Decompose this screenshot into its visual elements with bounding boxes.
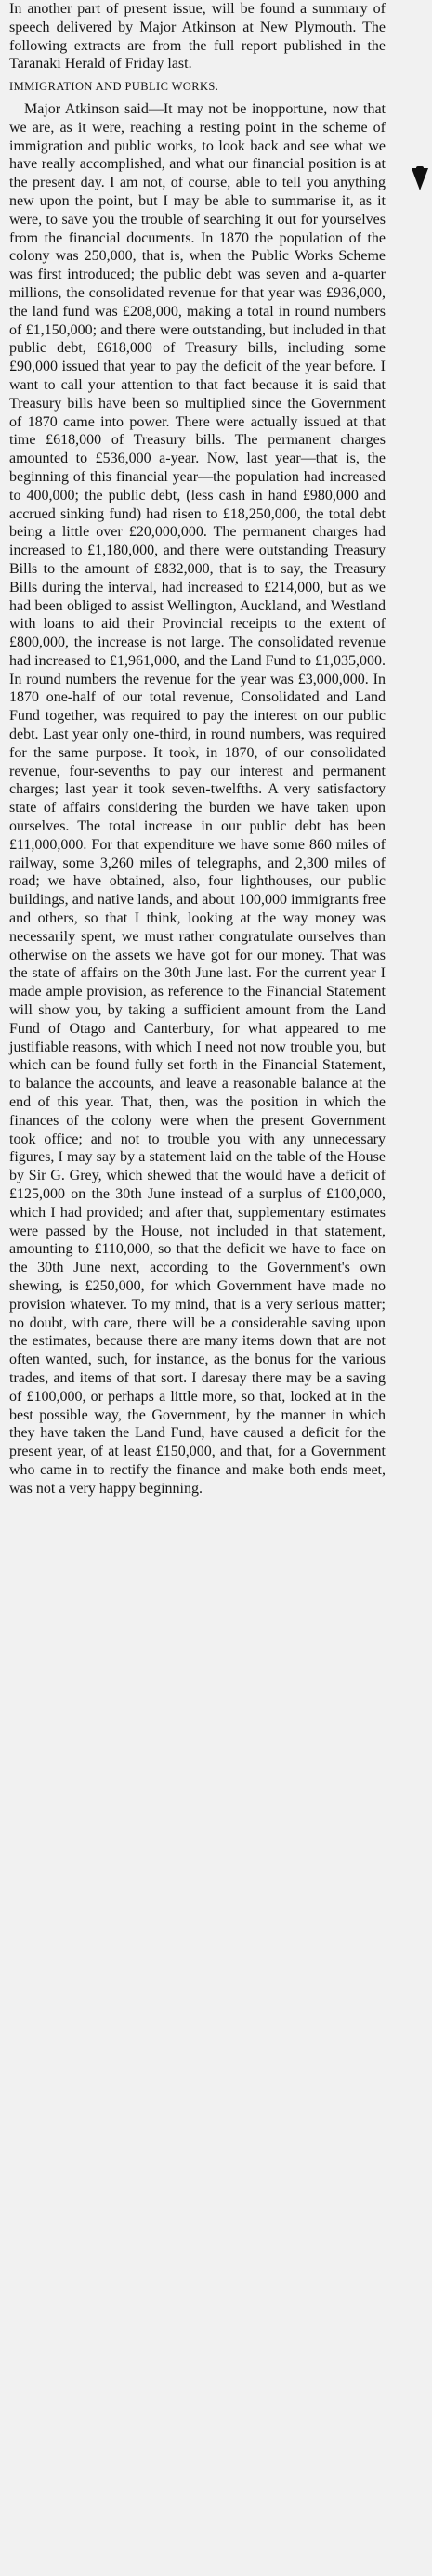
article-column — [9, 0, 386, 1498]
section-heading: IMMIGRATION AND PUBLIC WORKS. — [9, 80, 219, 94]
margin-mark — [412, 168, 428, 190]
article-intro: In another part of present issue, will be found a summary of speech delivered by Major Atkinson at New Plymouth. The following extracts are from the full report published in the Taranaki Herald of Friday last. — [9, 1, 386, 72]
article-body: Major Atkinson said—It may not be inopportune, now that we are, as it were, reaching a resting point in the scheme of immigration and public works, to look back and see what we have really accomplished, and what our financial position is at the present day. I am not, of course, able to tell you anything new upon the point, but I may be able to summarise it, as it were, to save you the trouble of searching it out for yourselves from the financial documents. In 1870 the population of the colony was 250,000, that is, when the Public Works Scheme was first introduced; the public debt was seven and a-quarter millions, the consolidated revenue for that year was £936,000, the land fund was £208,000, making a total in round numbers of £1,150,000; and there were outstanding, but included in that public debt, £618,000 of Treasury bills, including some £90,000 issued that year to pay the deficit of the year before. I want to call your attention to that fact because it is said that Treasury bills have been so multiplied since the Government of 1870 came into power. There were actually issued at that time £618,000 of Treasury bills. The permanent charges amounted to £536,000 a-year. Now, last year—that is, the beginning of this financial year—the population had increased to 400,000; the public debt, (less cash in hand £980,000 and accrued sinking fund) had risen to £18,250,000, the total debt being a little over £20,000,000. The permanent charges had increased to £1,180,000, and there were outstanding Treasury Bills to the amount of £832,000, that is to say, the Treasury Bills during the interval, had increased to £214,000, but as we had been obliged to assist Wellington, Auckland, and Westland with loans to aid their Provincial receipts to the extent of £800,000, the increase is not large. The consolidated revenue had increased to £1,961,000, and the Land Fund to £1,035,000. In round numbers the revenue for the year was £3,000,000. In 1870 one-half of our total revenue, Consolidated and Land Fund together, was required to pay the interest on our public debt. Last year only one-third, in round numbers, was required for the same purpose. It took, in 1870, of our consolidated revenue, four-sevenths to pay our interest and permanent charges; last year it took seven-twelfths. A very satisfactory state of affairs considering the burden we have taken upon ourselves. The total increase in our public debt has been £11,000,000. For that expenditure we have some 860 miles of railway, some 3,260 miles of telegraphs, and 2,300 miles of road; we have obtained, also, four lighthouses, our public buildings, and native lands, and about 100,000 immigrants free and others, so that I think, looking at the way money was necessarily spent, we must rather congratulate ourselves than otherwise on the assets we have got for our money. That was the state of affairs on the 30th June last. For the current year I made ample provision, as reference to the Financial Statement will show you, by taking a sufficient amount from the Land Fund of Otago and Canterbury, for what appeared to me justifiable reasons, with which I need not now trouble you, but which can be found fully set forth in the Financial Statement, to balance the accounts, and leave a reasonable balance at the end of this year. That, then, was the position in which the finances of the colony were when the present Government took office; and not to trouble you with any unnecessary figures, I may say by a statement laid on the table of the House by Sir G. Grey, which shewed that the would have a deficit of £125,000 on the 30th June instead of a surplus of £100,000, which I had provided; and after that, supplementary estimates were passed by the House, not included in that statement, amounting to £110,000, so that the deficit we have to face on the 30th June next, according to the Government's own shewing, is £250,000, for which Government have made no provision whatever. To my mind, that is a very serious matter; no doubt, with care, there will be a considerable saving upon the estimates, because there are many items down that are not often wanted, such, for instance, as the bonus for the various trades, and items of that sort. I daresay there may be a saving of £100,000, or perhaps a little more, so that, looked at in the best possible way, the Government, by the manner in which they have taken the Land Fund, have caused a deficit for the present year, of at least £150,000, and that, for a Government who came in to rectify the finance and make both ends meet, was not a very happy beginning. — [9, 100, 386, 1497]
